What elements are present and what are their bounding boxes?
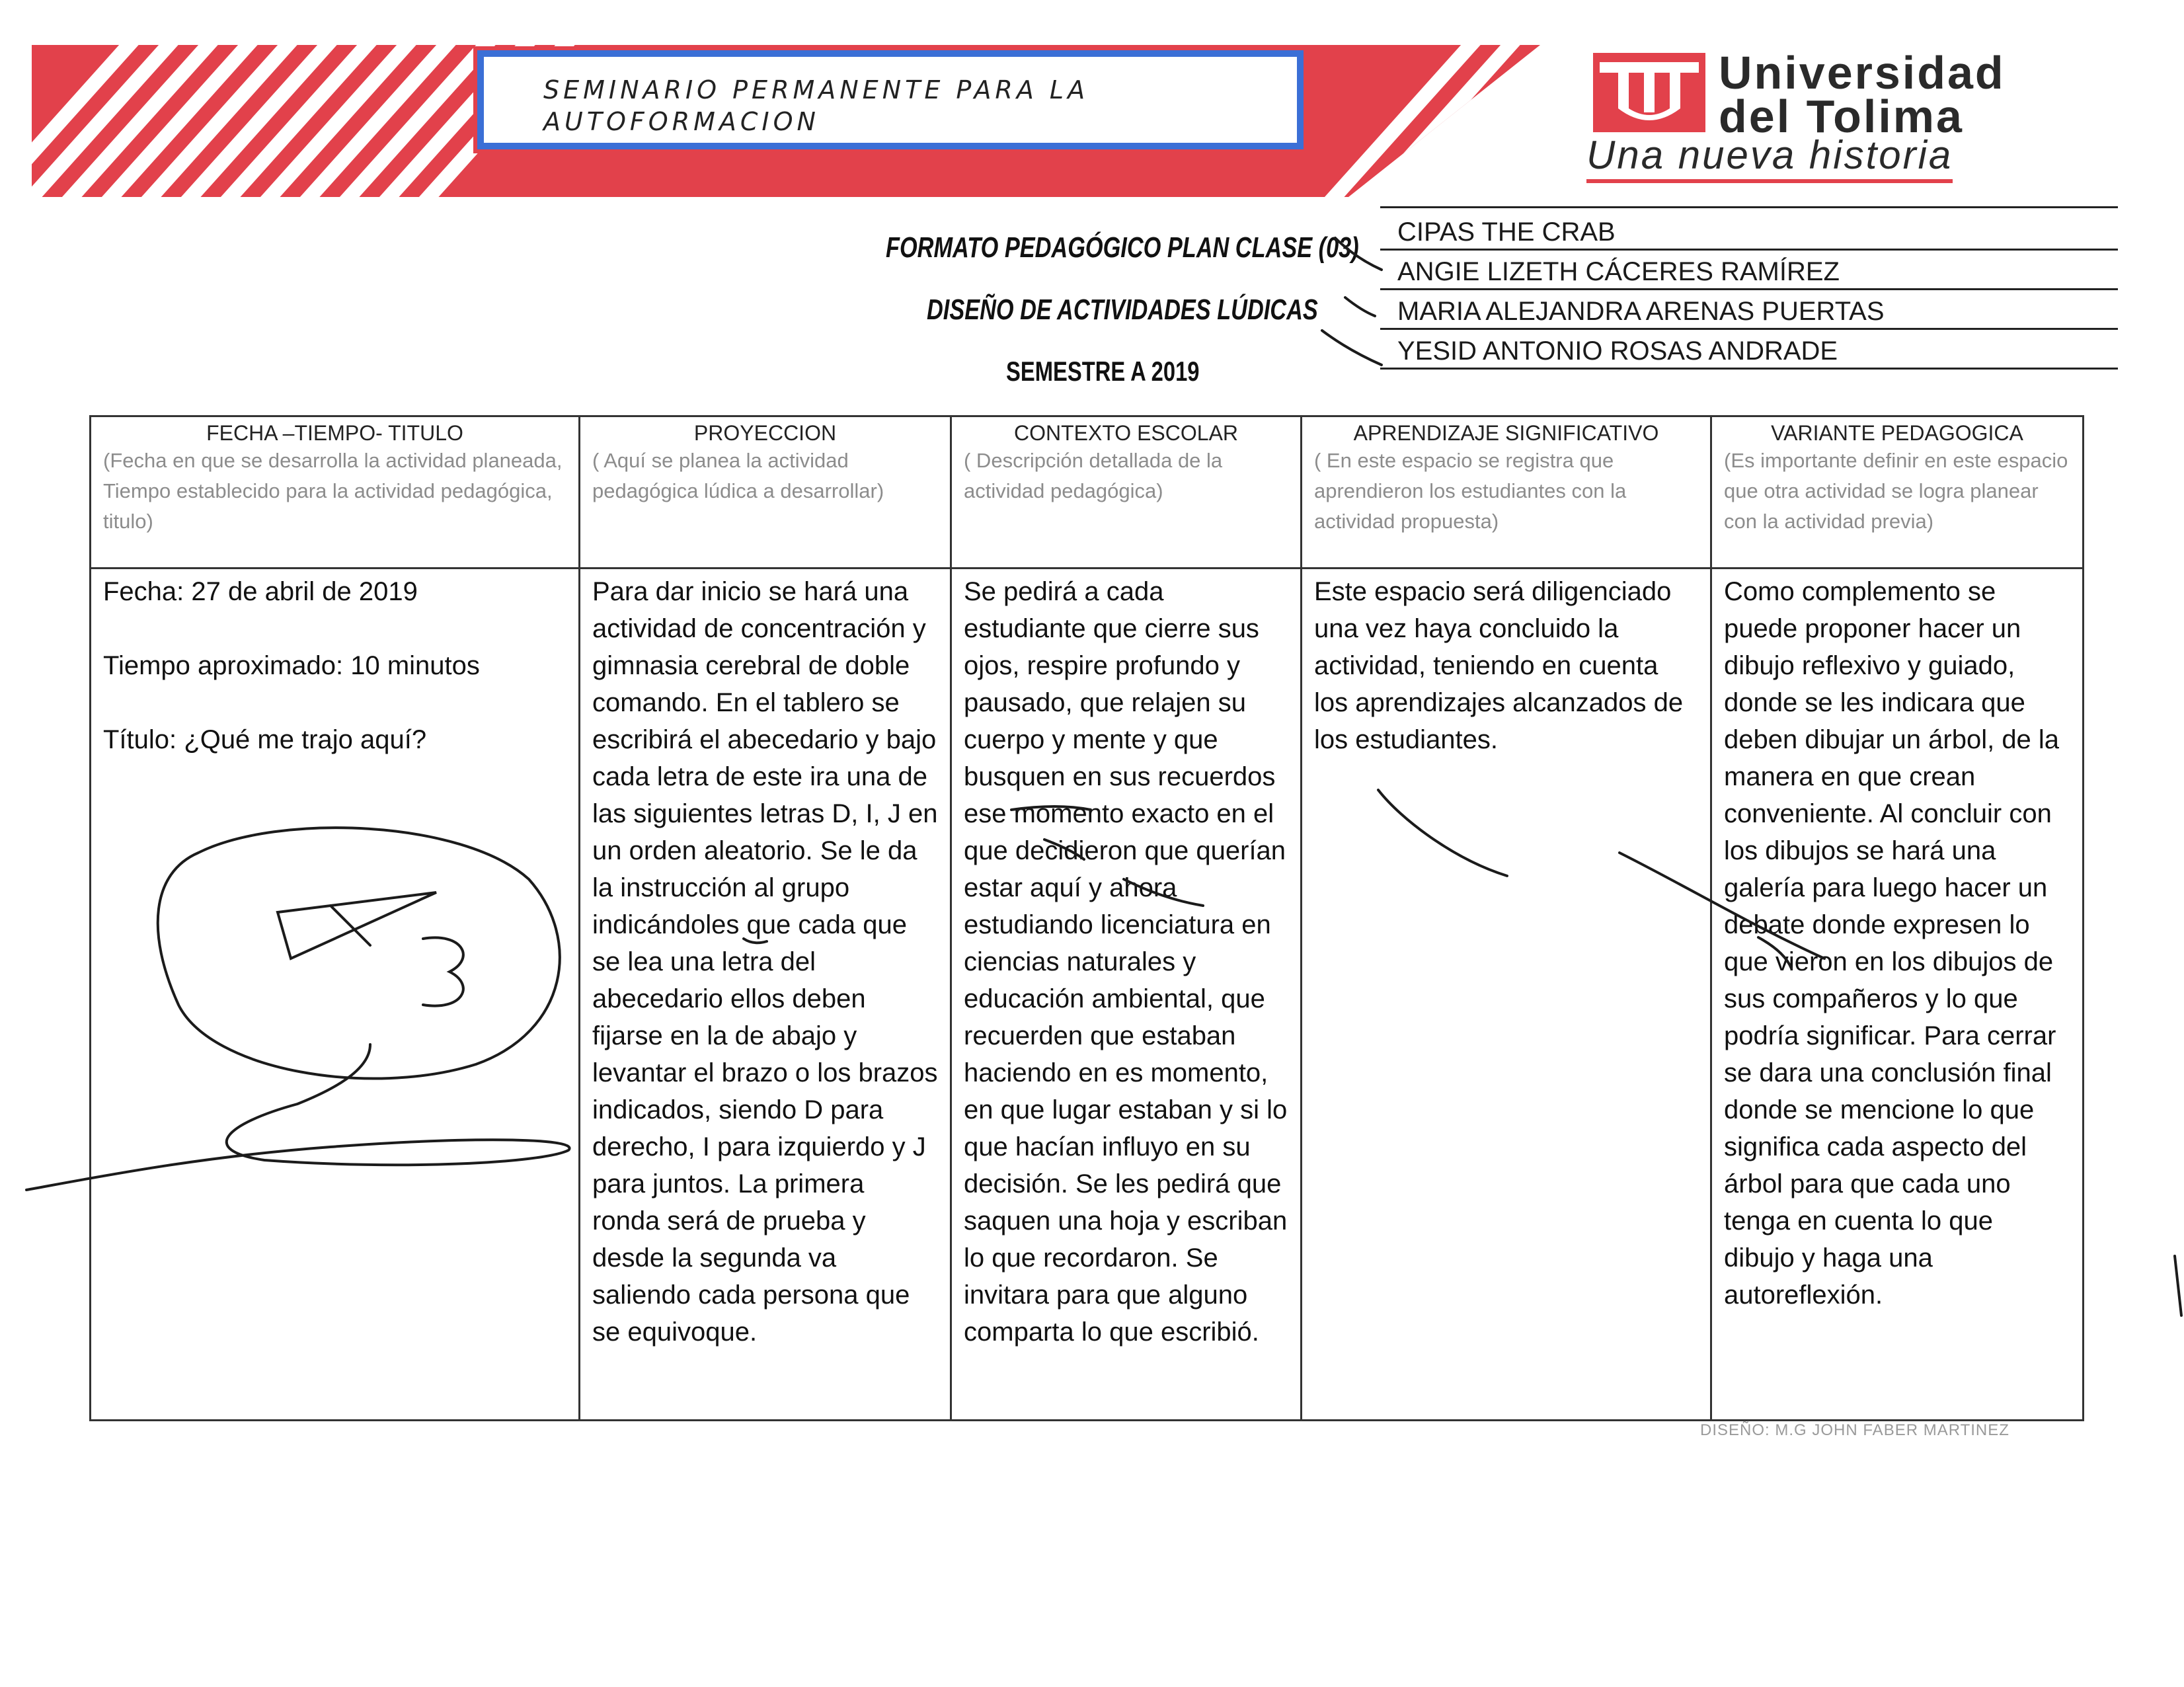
column-title: FECHA –TIEMPO- TITULO [206, 421, 463, 445]
arrow-stroke [1322, 331, 1382, 365]
member-name: CIPAS THE CRAB [1397, 217, 1616, 247]
activities-title: DISEÑO DE ACTIVIDADES LÚDICAS [927, 294, 1318, 326]
fecha-text: Fecha: 27 de abril de 2019 [103, 577, 418, 606]
format-title: FORMATO PEDAGÓGICO PLAN CLASE (03) [886, 231, 1359, 264]
column-description: (Fecha en que se desarrolla la actividad planeada, Tiempo establecido para la actividad pedagógica, titulo) [103, 449, 563, 533]
cell-variante: Como complemento se puede proponer hacer un dibujo reflexivo y guiado, donde se les indicara que deben dibujar un árbol, de la manera en que crean conveniente. Al concluir con los dibujos se hará una galería para luego hacer un debate donde expresen lo que vieron en los dibujos de sus compañeros y lo que podría significar. Para cerrar se dara una conclusión final donde se mencione lo que significa cada aspecto del árbol para que cada uno tenga en cuenta lo que dibujo y haga una autoreflexión. [1711, 569, 2084, 1421]
banner-title-box [477, 50, 1304, 149]
member-line [1380, 291, 2118, 330]
banner-title-line1: SEMINARIO PERMANENTE PARA LA [543, 75, 1089, 104]
column-header-fecha [91, 416, 580, 569]
logo-name-line2: del Tolima [1719, 91, 1964, 142]
column-title: CONTEXTO ESCOLAR [1013, 421, 1239, 445]
design-credit: DISEÑO: M.G JOHN FABER MARTINEZ [1700, 1421, 2009, 1439]
column-description: ( En este espacio se registra que aprendieron los estudiantes con la actividad propuesta) [1314, 449, 1627, 533]
arrow-stroke [1345, 297, 1375, 316]
titulo-text: Título: ¿Qué me trajo aquí? [103, 725, 427, 754]
cell-aprendizaje: Este espacio será diligenciado una vez haya concluido la actividad, teniendo en cuenta los aprendizajes alcanzados de los estudiantes. [1302, 569, 1711, 1421]
column-description: ( Descripción detallada de la actividad pedagógica) [964, 449, 1223, 502]
semester-title: SEMESTRE A 2019 [1006, 356, 1200, 387]
lesson-plan-table [89, 415, 2084, 1421]
university-logo [1586, 46, 2155, 185]
banner-title-line2: AUTOFORMACION [543, 107, 820, 136]
pen-stroke [2175, 1256, 2181, 1315]
column-header-aprendizaje [1302, 416, 1711, 569]
column-description: (Es importante definir en este espacio que otra actividad se logra planear con la actividad previa) [1724, 449, 2068, 533]
ut-logo-icon [1593, 53, 1705, 132]
member-name: ANGIE LIZETH CÁCERES RAMÍREZ [1397, 257, 1840, 286]
cell-fecha [91, 569, 580, 1421]
cell-contexto: Se pedirá a cada estudiante que cierre sus ojos, respire profundo y pausado, que relajen su cuerpo y mente y que busquen en sus recuerdos ese momento exacto en el que decidieron que querían estar aquí y ahora estudiando licenciatura en ciencias naturales y educación ambiental, que recuerden que estaban haciendo en es momento, en que lugar estaban y si lo que hacían influyo en su decisión. Se les pedirá que saquen una hoja y escriban lo que recordaron. Se invitara para que alguno comparta lo que escribió. [951, 569, 1302, 1421]
member-line [1380, 331, 2118, 370]
table-header-row [91, 416, 2084, 569]
cell-proyeccion: Para dar inicio se hará una actividad de concentración y gimnasia cerebral de doble comando. En el tablero se escribirá el abecedario y bajo cada letra de este ira una de las siguientes letras D, I, J en un orden aleatorio. Se le da la instrucción al grupo indicándoles que cada que se lea una letra del abecedario ellos deben fijarse en la de abajo y levantar el brazo o los brazos indicados, siendo D para derecho, I para izquierdo y J para juntos. La primera ronda será de prueba y desde la segunda va saliendo cada persona que se equivoque. [580, 569, 951, 1421]
column-header-contexto [951, 416, 1302, 569]
member-name: YESID ANTONIO ROSAS ANDRADE [1397, 336, 1838, 366]
member-line [1380, 251, 2118, 290]
column-title: PROYECCION [693, 421, 837, 445]
column-title: APRENDIZAJE SIGNIFICATIVO [1353, 421, 1659, 445]
column-title: VARIANTE PEDAGOGICA [1771, 421, 2023, 445]
member-name: MARIA ALEJANDRA ARENAS PUERTAS [1397, 297, 1885, 326]
column-description: ( Aquí se planea la actividad pedagógica lúdica a desarrollar) [592, 449, 884, 502]
tiempo-text: Tiempo aproximado: 10 minutos [103, 651, 480, 680]
column-header-variante [1711, 416, 2084, 569]
table-row [91, 569, 2084, 1421]
column-header-proyeccion [580, 416, 951, 569]
member-line [1380, 212, 2118, 251]
logo-slogan: Una nueva historia [1586, 132, 1953, 183]
logo-name-line1: Universidad [1719, 47, 2006, 98]
members-top-rule [1380, 206, 2118, 208]
